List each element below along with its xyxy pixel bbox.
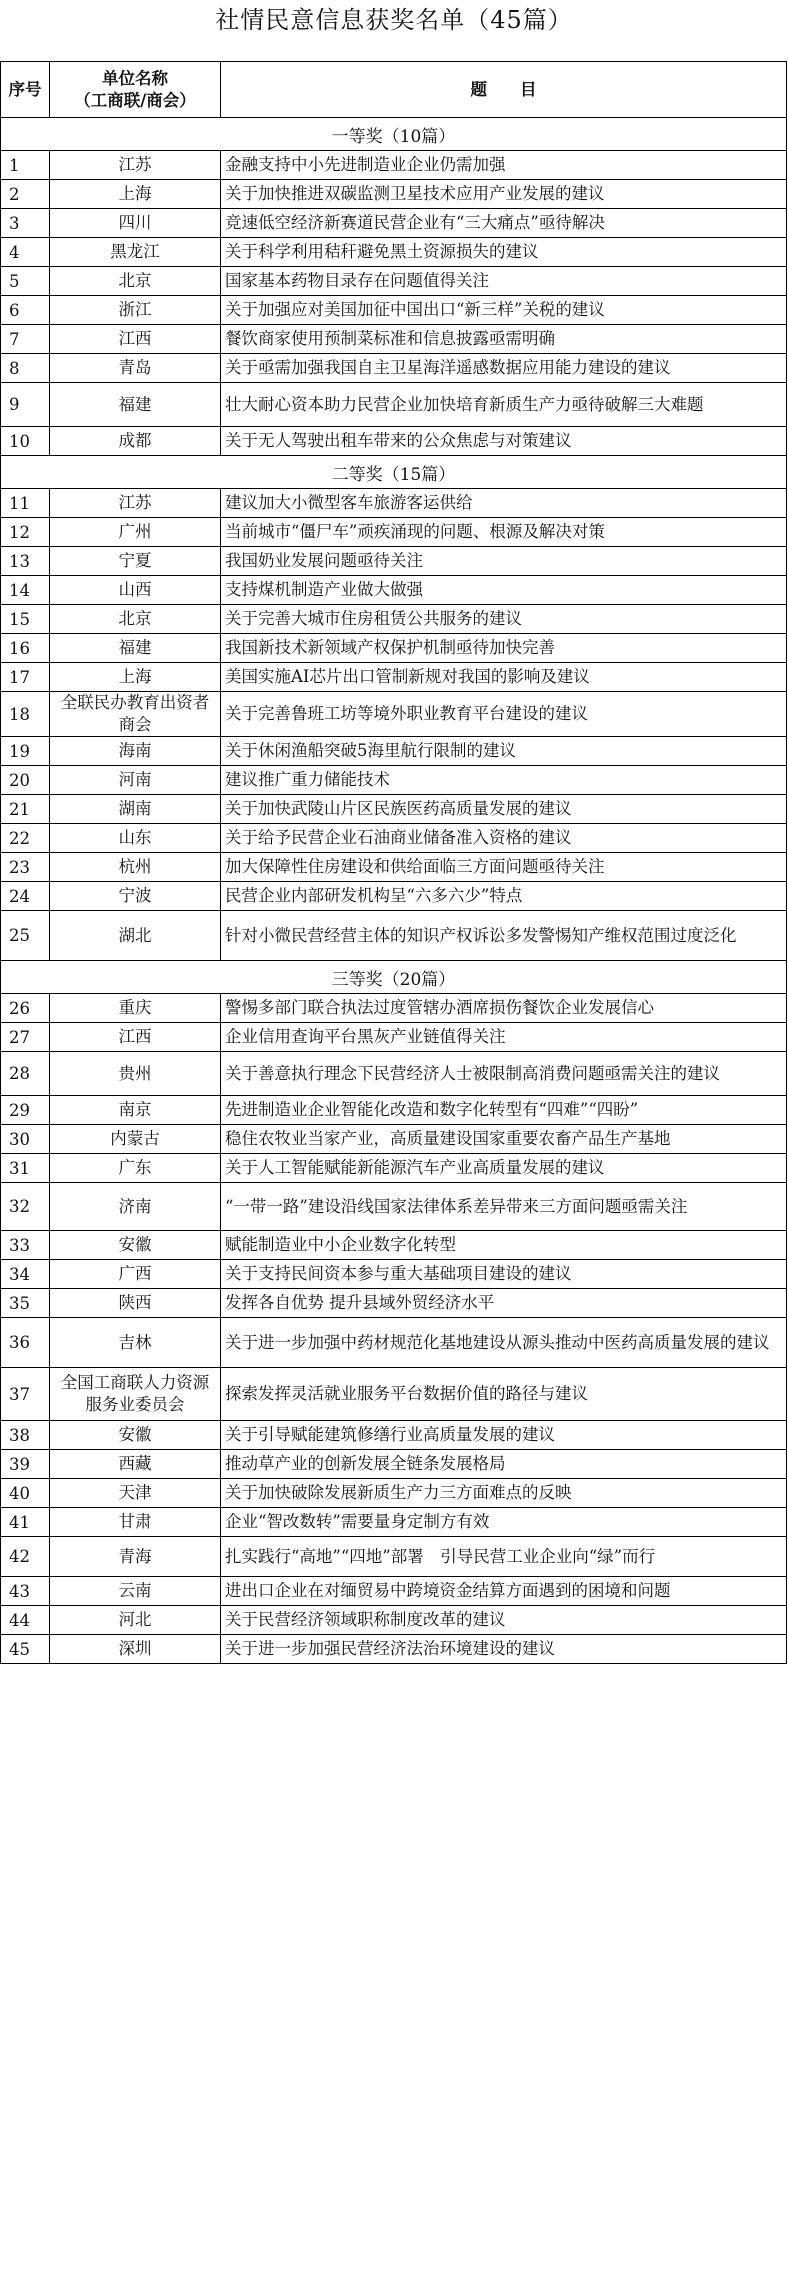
row-unit: 天津 <box>50 1479 221 1508</box>
table-row <box>1 994 787 1023</box>
row-topic: 我国新技术新领域产权保护机制亟待加快完善 <box>221 634 787 663</box>
table-row <box>1 1318 787 1368</box>
row-number: 13 <box>1 547 50 576</box>
row-number: 34 <box>1 1260 50 1289</box>
row-topic: 建议推广重力储能技术 <box>221 766 787 795</box>
row-number: 37 <box>1 1368 50 1421</box>
row-topic: 探索发挥灵活就业服务平台数据价值的路径与建议 <box>221 1368 787 1421</box>
table-row <box>1 1154 787 1183</box>
row-topic: 关于进一步加强中药材规范化基地建设从源头推动中医药高质量发展的建议 <box>221 1318 787 1368</box>
header-unit-line2: （工商联/商会） <box>74 90 196 110</box>
row-number: 4 <box>1 238 50 267</box>
row-number: 1 <box>1 151 50 180</box>
row-unit: 全国工商联人力资源服务业委员会 <box>50 1368 221 1421</box>
row-number: 14 <box>1 576 50 605</box>
section-label: 一等奖（10篇） <box>1 118 787 151</box>
row-unit: 福建 <box>50 383 221 427</box>
row-number: 7 <box>1 325 50 354</box>
row-topic: 发挥各自优势 提升县域外贸经济水平 <box>221 1289 787 1318</box>
row-unit: 青岛 <box>50 354 221 383</box>
row-number: 18 <box>1 692 50 737</box>
row-number: 42 <box>1 1537 50 1577</box>
row-unit: 陕西 <box>50 1289 221 1318</box>
row-number: 16 <box>1 634 50 663</box>
row-unit: 江苏 <box>50 489 221 518</box>
row-number: 29 <box>1 1096 50 1125</box>
row-topic: 国家基本药物目录存在问题值得关注 <box>221 267 787 296</box>
row-number: 39 <box>1 1450 50 1479</box>
table-row <box>1 489 787 518</box>
table-row <box>1 766 787 795</box>
row-number: 23 <box>1 853 50 882</box>
table-row <box>1 1537 787 1577</box>
row-unit: 安徽 <box>50 1231 221 1260</box>
table-row <box>1 663 787 692</box>
table-row <box>1 383 787 427</box>
row-unit: 江西 <box>50 1023 221 1052</box>
table-row <box>1 1096 787 1125</box>
row-topic: 关于给予民营企业石油商业储备准入资格的建议 <box>221 824 787 853</box>
table-row <box>1 1635 787 1664</box>
table-row <box>1 267 787 296</box>
table-row <box>1 605 787 634</box>
row-topic: 建议加大小微型客车旅游客运供给 <box>221 489 787 518</box>
row-unit: 江苏 <box>50 151 221 180</box>
table-row <box>1 547 787 576</box>
row-number: 25 <box>1 911 50 961</box>
row-topic: 关于完善大城市住房租赁公共服务的建议 <box>221 605 787 634</box>
table-row <box>1 1023 787 1052</box>
table-row <box>1 911 787 961</box>
row-unit: 甘肃 <box>50 1508 221 1537</box>
row-number: 30 <box>1 1125 50 1154</box>
row-number: 35 <box>1 1289 50 1318</box>
table-row <box>1 180 787 209</box>
award-table <box>0 61 787 1664</box>
table-row <box>1 427 787 456</box>
row-unit: 济南 <box>50 1183 221 1231</box>
row-unit: 全联民办教育出资者商会 <box>50 692 221 737</box>
row-unit: 吉林 <box>50 1318 221 1368</box>
table-row <box>1 151 787 180</box>
row-number: 26 <box>1 994 50 1023</box>
row-unit: 重庆 <box>50 994 221 1023</box>
row-unit: 海南 <box>50 737 221 766</box>
row-unit: 杭州 <box>50 853 221 882</box>
row-number: 8 <box>1 354 50 383</box>
row-number: 32 <box>1 1183 50 1231</box>
row-number: 5 <box>1 267 50 296</box>
row-topic: 关于加快推进双碳监测卫星技术应用产业发展的建议 <box>221 180 787 209</box>
row-unit: 宁夏 <box>50 547 221 576</box>
table-row <box>1 1052 787 1096</box>
table-row <box>1 325 787 354</box>
row-unit: 云南 <box>50 1577 221 1606</box>
row-topic: 关于亟需加强我国自主卫星海洋遥感数据应用能力建设的建议 <box>221 354 787 383</box>
section-label: 三等奖（20篇） <box>1 961 787 994</box>
row-unit: 福建 <box>50 634 221 663</box>
row-topic: 关于人工智能赋能新能源汽车产业高质量发展的建议 <box>221 1154 787 1183</box>
table-row <box>1 1125 787 1154</box>
table-body <box>1 118 787 1664</box>
row-unit: 山东 <box>50 824 221 853</box>
row-topic: 赋能制造业中小企业数字化转型 <box>221 1231 787 1260</box>
row-unit: 西藏 <box>50 1450 221 1479</box>
row-topic: 金融支持中小先进制造业企业仍需加强 <box>221 151 787 180</box>
table-row <box>1 1508 787 1537</box>
row-topic: 壮大耐心资本助力民营企业加快培育新质生产力亟待破解三大难题 <box>221 383 787 427</box>
table-header-row <box>1 62 787 118</box>
header-unit <box>50 62 221 118</box>
row-topic: 关于引导赋能建筑修缮行业高质量发展的建议 <box>221 1421 787 1450</box>
table-row <box>1 576 787 605</box>
row-number: 28 <box>1 1052 50 1096</box>
table-row <box>1 1577 787 1606</box>
row-unit: 南京 <box>50 1096 221 1125</box>
row-unit: 贵州 <box>50 1052 221 1096</box>
header-number: 序号 <box>1 62 50 118</box>
table-row <box>1 1450 787 1479</box>
row-number: 17 <box>1 663 50 692</box>
row-number: 6 <box>1 296 50 325</box>
row-topic: 竞速低空经济新赛道民营企业有“三大痛点”亟待解决 <box>221 209 787 238</box>
table-row <box>1 1606 787 1635</box>
row-unit: 浙江 <box>50 296 221 325</box>
row-topic: 关于善意执行理念下民营经济人士被限制高消费问题亟需关注的建议 <box>221 1052 787 1096</box>
row-topic: 稳住农牧业当家产业，高质量建设国家重要农畜产品生产基地 <box>221 1125 787 1154</box>
table-row <box>1 1260 787 1289</box>
row-number: 45 <box>1 1635 50 1664</box>
row-unit: 广西 <box>50 1260 221 1289</box>
row-number: 44 <box>1 1606 50 1635</box>
row-topic: 餐饮商家使用预制菜标准和信息披露亟需明确 <box>221 325 787 354</box>
row-topic: 关于无人驾驶出租车带来的公众焦虑与对策建议 <box>221 427 787 456</box>
row-unit: 四川 <box>50 209 221 238</box>
row-topic: 关于民营经济领域职称制度改革的建议 <box>221 1606 787 1635</box>
row-number: 40 <box>1 1479 50 1508</box>
row-topic: 企业信用查询平台黑灰产业链值得关注 <box>221 1023 787 1052</box>
section-row <box>1 118 787 151</box>
row-topic: 民营企业内部研发机构呈“六多六少”特点 <box>221 882 787 911</box>
row-topic: 关于加快破除发展新质生产力三方面难点的反映 <box>221 1479 787 1508</box>
table-row <box>1 354 787 383</box>
row-number: 3 <box>1 209 50 238</box>
row-topic: 支持煤机制造产业做大做强 <box>221 576 787 605</box>
row-topic: 关于加快武陵山片区民族医药高质量发展的建议 <box>221 795 787 824</box>
row-unit: 成都 <box>50 427 221 456</box>
row-number: 24 <box>1 882 50 911</box>
table-row <box>1 634 787 663</box>
row-number: 43 <box>1 1577 50 1606</box>
row-number: 22 <box>1 824 50 853</box>
table-row <box>1 882 787 911</box>
row-topic: 推动草产业的创新发展全链条发展格局 <box>221 1450 787 1479</box>
row-topic: 关于进一步加强民营经济法治环境建设的建议 <box>221 1635 787 1664</box>
row-unit: 上海 <box>50 180 221 209</box>
row-topic: 关于加强应对美国加征中国出口“新三样”关税的建议 <box>221 296 787 325</box>
row-topic: 加大保障性住房建设和供给面临三方面问题亟待关注 <box>221 853 787 882</box>
row-topic: 关于支持民间资本参与重大基础项目建设的建议 <box>221 1260 787 1289</box>
row-unit: 湖北 <box>50 911 221 961</box>
header-topic: 题 目 <box>221 62 787 118</box>
row-number: 10 <box>1 427 50 456</box>
row-unit: 深圳 <box>50 1635 221 1664</box>
row-unit: 上海 <box>50 663 221 692</box>
table-row <box>1 1289 787 1318</box>
row-unit: 北京 <box>50 605 221 634</box>
row-topic: 关于完善鲁班工坊等境外职业教育平台建设的建议 <box>221 692 787 737</box>
row-unit: 北京 <box>50 267 221 296</box>
section-row <box>1 456 787 489</box>
table-row <box>1 692 787 737</box>
row-number: 21 <box>1 795 50 824</box>
table-row <box>1 238 787 267</box>
row-number: 36 <box>1 1318 50 1368</box>
table-row <box>1 1231 787 1260</box>
row-unit: 河北 <box>50 1606 221 1635</box>
section-label: 二等奖（15篇） <box>1 456 787 489</box>
table-row <box>1 518 787 547</box>
table-row <box>1 1183 787 1231</box>
row-unit: 江西 <box>50 325 221 354</box>
row-number: 15 <box>1 605 50 634</box>
row-number: 41 <box>1 1508 50 1537</box>
row-unit: 河南 <box>50 766 221 795</box>
row-number: 38 <box>1 1421 50 1450</box>
row-unit: 广州 <box>50 518 221 547</box>
row-topic: 关于科学利用秸秆避免黑土资源损失的建议 <box>221 238 787 267</box>
table-row <box>1 1421 787 1450</box>
row-number: 9 <box>1 383 50 427</box>
row-topic: 警惕多部门联合执法过度管辖办酒席损伤餐饮企业发展信心 <box>221 994 787 1023</box>
row-topic: 我国奶业发展问题亟待关注 <box>221 547 787 576</box>
row-topic: 进出口企业在对缅贸易中跨境资金结算方面遇到的困境和问题 <box>221 1577 787 1606</box>
row-unit: 内蒙古 <box>50 1125 221 1154</box>
table-row <box>1 824 787 853</box>
row-topic: 针对小微民营经营主体的知识产权诉讼多发警惕知产维权范围过度泛化 <box>221 911 787 961</box>
row-number: 20 <box>1 766 50 795</box>
table-row <box>1 737 787 766</box>
table-row <box>1 1479 787 1508</box>
header-unit-line1: 单位名称 <box>102 68 168 88</box>
table-row <box>1 853 787 882</box>
table-row <box>1 795 787 824</box>
row-topic: 企业“智改数转”需要量身定制方有效 <box>221 1508 787 1537</box>
row-topic: “一带一路”建设沿线国家法律体系差异带来三方面问题亟需关注 <box>221 1183 787 1231</box>
row-unit: 山西 <box>50 576 221 605</box>
row-unit: 湖南 <box>50 795 221 824</box>
row-number: 31 <box>1 1154 50 1183</box>
row-unit: 青海 <box>50 1537 221 1577</box>
row-unit: 宁波 <box>50 882 221 911</box>
row-number: 12 <box>1 518 50 547</box>
row-number: 11 <box>1 489 50 518</box>
row-topic: 先进制造业企业智能化改造和数字化转型有“四难”“四盼” <box>221 1096 787 1125</box>
table-row <box>1 209 787 238</box>
row-number: 27 <box>1 1023 50 1052</box>
row-unit: 广东 <box>50 1154 221 1183</box>
row-topic: 当前城市“僵尸车”顽疾涌现的问题、根源及解决对策 <box>221 518 787 547</box>
row-topic: 扎实践行“高地”“四地”部署 引导民营工业企业向“绿”而行 <box>221 1537 787 1577</box>
row-number: 19 <box>1 737 50 766</box>
row-number: 33 <box>1 1231 50 1260</box>
row-number: 2 <box>1 180 50 209</box>
row-unit: 安徽 <box>50 1421 221 1450</box>
row-topic: 美国实施AI芯片出口管制新规对我国的影响及建议 <box>221 663 787 692</box>
row-topic: 关于休闲渔船突破5海里航行限制的建议 <box>221 737 787 766</box>
table-row <box>1 1368 787 1421</box>
row-unit: 黑龙江 <box>50 238 221 267</box>
page-title: 社情民意信息获奖名单（45篇） <box>215 6 573 34</box>
section-row <box>1 961 787 994</box>
table-row <box>1 296 787 325</box>
